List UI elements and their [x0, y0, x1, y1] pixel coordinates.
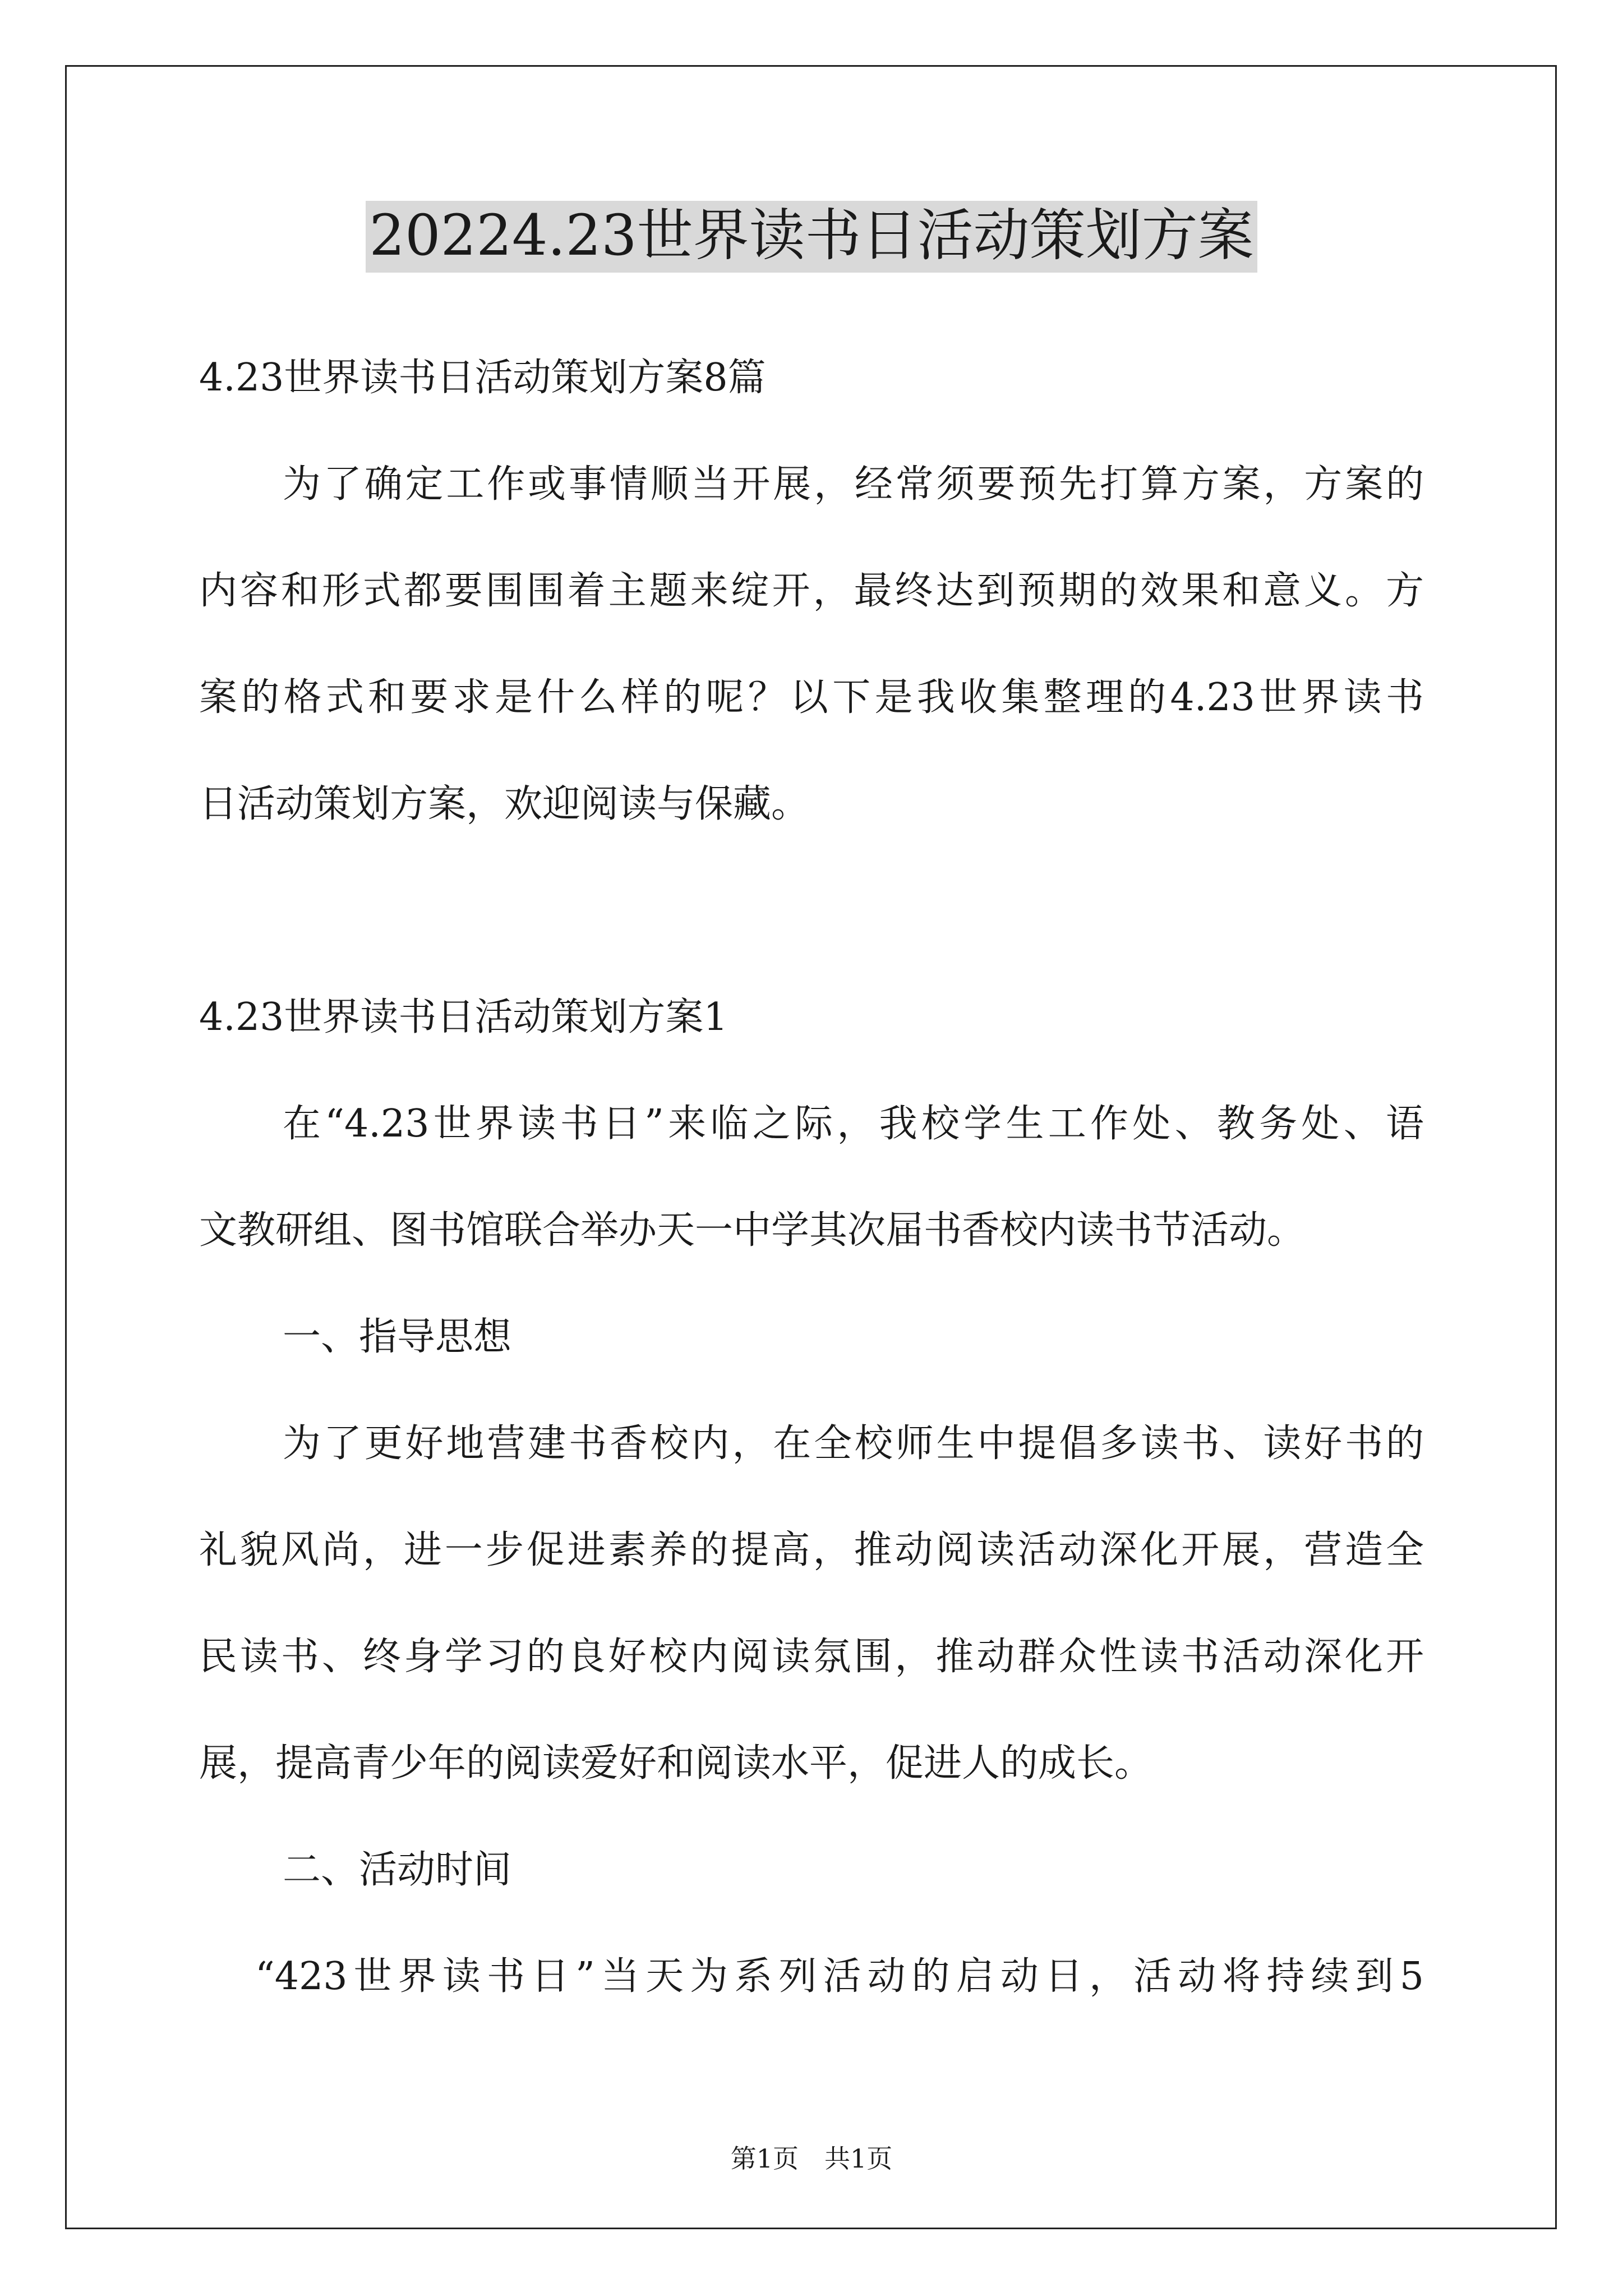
intro-line-3: 案的格式和要求是什么样的呢？以下是我收集整理的4.23世界读书 — [199, 675, 1424, 720]
document-subtitle: 4.23世界读书日活动策划方案8篇 — [199, 356, 766, 400]
document-title: 20224.23世界读书日活动策划方案 — [0, 201, 1623, 273]
part1-line-1: 为了更好地营建书香校内，在全校师生中提倡多读书、读好书的 — [283, 1421, 1424, 1466]
section-intro-line-2: 文教研组、图书馆联合举办天一中学其次届书香校内读书节活动。 — [199, 1208, 1306, 1253]
part1-line-2: 礼貌风尚，进一步促进素养的提高，推动阅读活动深化开展，营造全 — [199, 1528, 1424, 1572]
intro-line-2: 内容和形式都要围围着主题来绽开，最终达到预期的效果和意义。方 — [199, 569, 1424, 613]
part1-line-4: 展，提高青少年的阅读爱好和阅读水平，促进人的成长。 — [199, 1741, 1153, 1786]
page-footer: 第1页 共1页 — [730, 2143, 893, 2174]
section-intro-line-1: 在“4.23世界读书日”来临之际，我校学生工作处、教务处、语 — [283, 1102, 1424, 1146]
section-heading: 4.23世界读书日活动策划方案1 — [199, 995, 728, 1039]
part2-line-1: “423世界读书日”当天为系列活动的启动日，活动将持续到5 — [255, 1954, 1424, 1999]
part1-line-3: 民读书、终身学习的良好校内阅读氛围，推动群众性读书活动深化开 — [199, 1635, 1424, 1679]
intro-line-4: 日活动策划方案，欢迎阅读与保藏。 — [199, 782, 810, 826]
part1-heading: 一、指导思想 — [283, 1315, 512, 1359]
part2-heading: 二、活动时间 — [283, 1848, 512, 1892]
intro-line-1: 为了确定工作或事情顺当开展，经常须要预先打算方案，方案的 — [283, 462, 1424, 507]
